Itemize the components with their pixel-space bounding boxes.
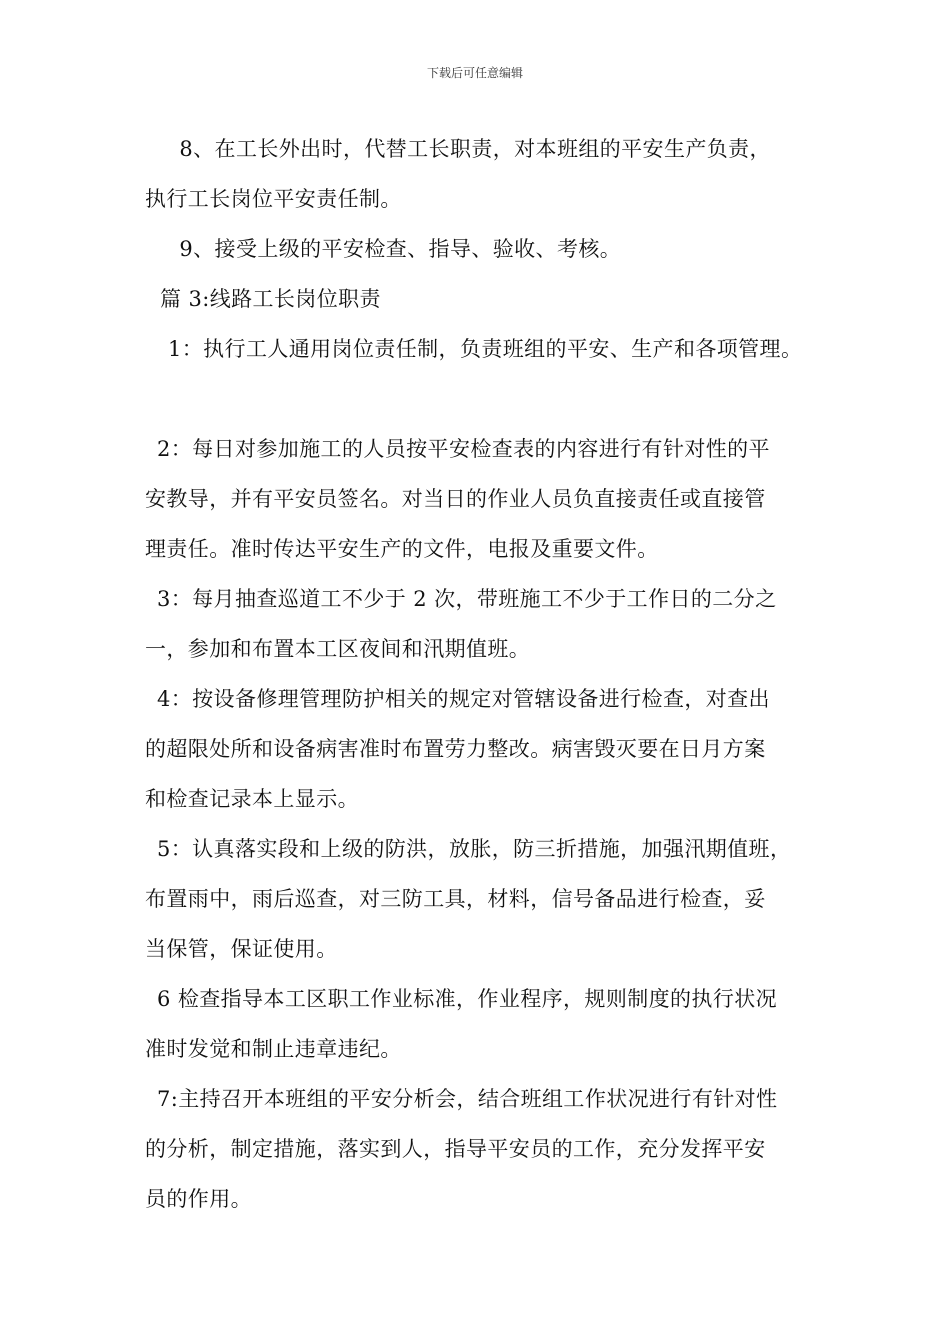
- text-line: 执行工长岗位平安责任制。: [145, 187, 402, 211]
- page-header: 下载后可任意编辑: [426, 66, 523, 80]
- text-line: 准时发觉和制止违章违纪。: [145, 1037, 402, 1061]
- text-line: 7:主持召开本班组的平安分析会，结合班组工作状况进行有针对性: [157, 1087, 778, 1111]
- text-line: 6 检查指导本工区职工作业标准，作业程序，规则制度的执行状况: [157, 987, 778, 1011]
- text-line: 理责任。准时传达平安生产的文件，电报及重要文件。: [145, 537, 659, 561]
- text-line: 和检查记录本上显示。: [145, 787, 359, 811]
- section-title: 篇 3:线路工长岗位职责: [160, 287, 381, 311]
- text-line: 当保管，保证使用。: [145, 937, 338, 961]
- text-line: 员的作用。: [145, 1187, 252, 1211]
- text-line: 9、接受上级的平安检查、指导、验收、考核。: [158, 237, 622, 261]
- text-line: 1：执行工人通用岗位责任制，负责班组的平安、生产和各项管理。: [168, 337, 803, 361]
- text-line: 4：按设备修理管理防护相关的规定对管辖设备进行检查，对查出: [157, 687, 770, 711]
- text-line: 安教导，并有平安员签名。对当日的作业人员负直接责任或直接管: [145, 487, 766, 511]
- text-line: 的超限处所和设备病害准时布置劳力整改。病害毁灭要在日月方案: [145, 737, 766, 761]
- text-line: 3：每月抽查巡道工不少于 2 次，带班施工不少于工作日的二分之: [157, 587, 777, 611]
- text-line: 2：每日对参加施工的人员按平安检查表的内容进行有针对性的平: [157, 437, 770, 461]
- text-line: 8、在工长外出时，代替工长职责，对本班组的平安生产负责，: [158, 137, 771, 161]
- text-line: 的分析，制定措施，落实到人，指导平安员的工作，充分发挥平安: [145, 1137, 766, 1161]
- text-line: 布置雨中，雨后巡查，对三防工具，材料，信号备品进行检查，妥: [145, 887, 766, 911]
- text-line: 一，参加和布置本工区夜间和汛期值班。: [145, 637, 531, 661]
- text-line: 5：认真落实段和上级的防洪，放胀，防三折措施，加强汛期值班，: [157, 837, 792, 861]
